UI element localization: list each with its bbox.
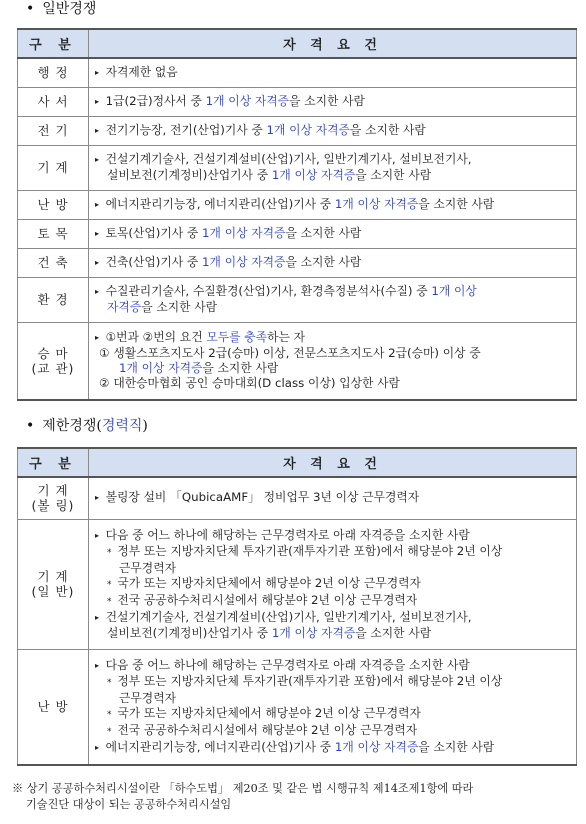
asterisk-bullet-icon: * — [107, 596, 115, 607]
row-label: 환 경 — [18, 277, 89, 322]
triangle-bullet-icon: ▸ — [95, 199, 102, 209]
triangle-bullet-icon: ▸ — [95, 155, 102, 164]
general-competition-table — [17, 28, 577, 401]
header-category: 구 분 — [18, 29, 89, 58]
section-1-title-text: 일반경쟁 — [42, 1, 97, 17]
table-row — [18, 649, 577, 765]
triangle-bullet-icon: ▸ — [95, 530, 102, 540]
row-label: 사 서 — [18, 87, 89, 116]
asterisk-bullet-icon: * — [107, 677, 115, 688]
table-row — [18, 519, 577, 649]
table-row — [18, 277, 577, 322]
bullet-icon: • — [26, 418, 35, 434]
row-label: 전 기 — [18, 116, 89, 145]
footnote-line-1: ※ 상기 공공하수처리시설이란 「하수도법」 제20조 및 같은 법 시행규칙 제14조제1항에 따라 — [12, 782, 474, 795]
section-1-title — [26, 0, 96, 18]
table-row — [18, 145, 577, 190]
row-requirements: ▸ 에너지관리기능장, 에너지관리(산업)기사 중 1개 이상 자격증을 소지한 사람 — [89, 190, 577, 219]
row-requirements: ▸ 자격제한 없음 — [89, 58, 577, 87]
table-row — [18, 219, 577, 248]
triangle-bullet-icon: ▸ — [95, 742, 102, 752]
table-row — [18, 58, 577, 87]
row-requirements: ▸ 수질관리기술사, 수질환경(산업)기사, 환경측정분석사(수질) 중 1개 이상 자격증을 소지한 사람 — [89, 277, 577, 322]
triangle-bullet-icon: ▸ — [95, 96, 102, 106]
row-label: 기 계 (볼 링) — [18, 477, 89, 519]
triangle-bullet-icon: ▸ — [95, 125, 102, 135]
asterisk-bullet-icon: * — [107, 709, 115, 720]
row-requirements: ▸ ①번과 ②번의 요건 모두를 충족하는 자 ① 생활스포츠지도사 2급(승마) 이상, 전문스포츠지도사 2급(승마) 이상 중 1개 이상 자격증을 소지한 사람 ② 대한승마협회 공인 승마대회(D class 이상) 입상한 사람 — [89, 322, 577, 400]
triangle-bullet-icon: ▸ — [95, 612, 102, 622]
row-requirements: ▸ 전기기능장, 전기(산업)기사 중 1개 이상 자격증을 소지한 사람 — [89, 116, 577, 145]
triangle-bullet-icon: ▸ — [95, 333, 102, 343]
row-requirements: ▸ 다음 중 어느 하나에 해당하는 근무경력자로 아래 자격증을 소지한 사람 * 정부 또는 지방자치단체 투자기관(재투자기관 포함)에서 해당분야 2년 이상 근무경력자 * 국가 또는 지방자치단체에서 해당분야 2년 이상 근무경력자 * 전국 공공하수처리시설에서 해당분야 2년 이상 근무경력자 ▸ 건설기계기술사, 건설기계설비(산업)기사, 일반기계기사, 설비보전기사, 설비보전(기계정비)산업기사 중 1개 이상 자격증을 소지한 사람 — [89, 519, 577, 649]
row-requirements: ▸ 건설기계기술사, 건설기계설비(산업)기사, 일반기계기사, 설비보전기사, 설비보전(기계정비)산업기사 중 1개 이상 자격증을 소지한 사람 — [89, 145, 577, 190]
row-requirements: ▸ 다음 중 어느 하나에 해당하는 근무경력자로 아래 자격증을 소지한 사람 * 정부 또는 지방자치단체 투자기관(재투자기관 포함)에서 해당분야 2년 이상 근무경력자 * 국가 또는 지방자치단체에서 해당분야 2년 이상 근무경력자 * 전국 공공하수처리시설에서 해당분야 2년 이상 근무경력자 ▸ 에너지관리기능장, 에너지관리(산업)기사 중 1개 이상 자격증을 소지한 사람 — [89, 649, 577, 765]
table-row — [18, 248, 577, 277]
triangle-bullet-icon: ▸ — [95, 660, 102, 670]
table-header-row — [18, 448, 577, 477]
row-label: 행 정 — [18, 58, 89, 87]
table-row — [18, 477, 577, 519]
table-row — [18, 87, 577, 116]
bullet-icon: • — [26, 1, 35, 17]
section-2-title: • 제한경쟁(경력직) — [26, 418, 148, 434]
row-label: 승 마 (교 관) — [18, 322, 89, 400]
row-requirements: ▸ 토목(산업)기사 중 1개 이상 자격증을 소지한 사람 — [89, 219, 577, 248]
row-label: 난 방 — [18, 190, 89, 219]
row-label: 난 방 — [18, 649, 89, 765]
header-category: 구 분 — [18, 448, 89, 477]
row-label: 토 목 — [18, 219, 89, 248]
triangle-bullet-icon: ▸ — [95, 67, 102, 77]
asterisk-bullet-icon: * — [107, 579, 115, 590]
footnote — [12, 781, 473, 813]
restricted-competition-table — [17, 447, 577, 766]
asterisk-bullet-icon: * — [107, 547, 115, 558]
triangle-bullet-icon: ▸ — [95, 493, 102, 503]
header-requirements: 자 격 요 건 — [89, 448, 577, 477]
section-2-title-highlight: 경력직 — [101, 418, 143, 434]
triangle-bullet-icon: ▸ — [95, 257, 102, 267]
table-header-row — [18, 29, 577, 58]
table-row — [18, 190, 577, 219]
row-requirements: ▸ 건축(산업)기사 중 1개 이상 자격증을 소지한 사람 — [89, 248, 577, 277]
row-label: 기 계 — [18, 145, 89, 190]
triangle-bullet-icon: ▸ — [95, 228, 102, 238]
row-label: 기 계 (일 반) — [18, 519, 89, 649]
table-row — [18, 116, 577, 145]
row-requirements: ▸ 볼링장 설비 「QubicaAMF」 정비업무 3년 이상 근무경력자 — [89, 477, 577, 519]
header-requirements: 자 격 요 건 — [89, 29, 577, 58]
row-label: 건 축 — [18, 248, 89, 277]
footnote-line-2: 기술진단 대상이 되는 공공하수처리시설임 — [26, 798, 232, 811]
row-requirements: ▸ 1급(2급)정사서 중 1개 이상 자격증을 소지한 사람 — [89, 87, 577, 116]
triangle-bullet-icon: ▸ — [95, 287, 102, 296]
asterisk-bullet-icon: * — [107, 726, 115, 737]
table-row — [18, 322, 577, 400]
